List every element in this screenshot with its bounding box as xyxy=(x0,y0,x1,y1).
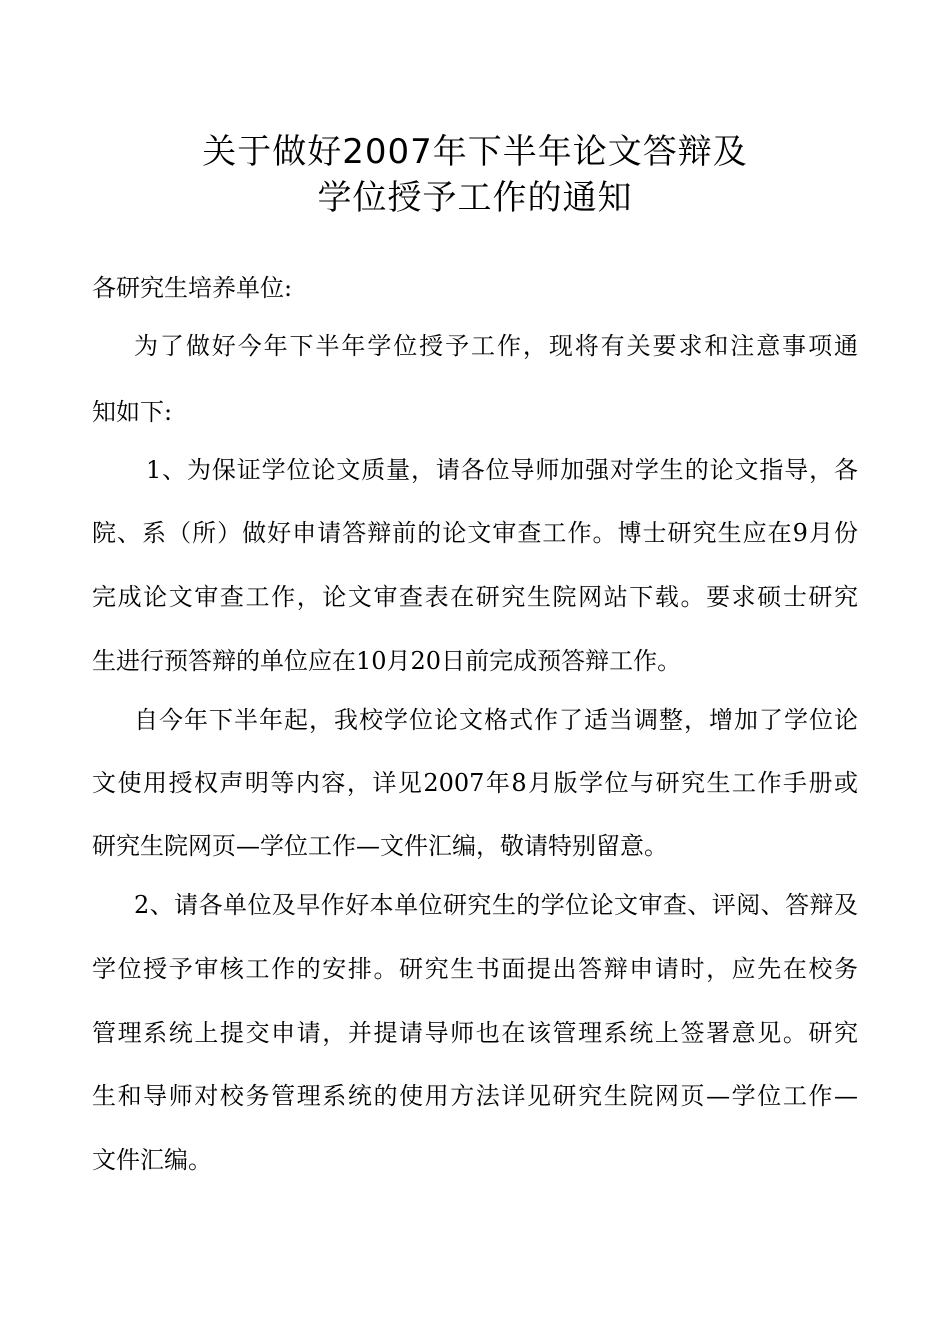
note-line-2: 文使用授权声明等内容，详见2007年8月版学位与研究生工作手册或 xyxy=(92,769,858,797)
note-line-1: 自今年下半年起，我校学位论文格式作了适当调整，增加了学位论 xyxy=(134,706,858,734)
item2-line-1: 2、请各单位及早作好本单位研究生的学位论文审查、评阅、答辩及 xyxy=(134,891,858,919)
item2-line-4: 生和导师对校务管理系统的使用方法详见研究生院网页—学位工作— xyxy=(92,1082,858,1110)
item2-line-2: 学位授予审核工作的安排。研究生书面提出答辩申请时，应先在校务 xyxy=(92,955,858,983)
salutation: 各研究生培养单位: xyxy=(92,274,293,302)
note-line-3: 研究生院网页—学位工作—文件汇编，敬请特别留意。 xyxy=(92,832,668,860)
item2-line-3: 管理系统上提交申请，并提请导师也在该管理系统上签署意见。研究 xyxy=(92,1019,858,1047)
item1-line-1: 1、为保证学位论文质量，请各位导师加强对学生的论文指导，各 xyxy=(146,456,858,484)
intro-line-2: 知如下: xyxy=(92,398,173,426)
document-title-line1: 关于做好2007年下半年论文答辩及 xyxy=(202,132,748,172)
item1-line-3: 完成论文审查工作，论文审查表在研究生院网站下载。要求硕士研究 xyxy=(92,583,858,611)
document-title-line2: 学位授予工作的通知 xyxy=(317,178,633,218)
item1-line-2: 院、系（所）做好申请答辩前的论文审查工作。博士研究生应在9月份 xyxy=(92,519,858,547)
item1-line-4: 生进行预答辩的单位应在10月20日前完成预答辩工作。 xyxy=(92,647,682,675)
item2-line-5: 文件汇编。 xyxy=(92,1146,212,1174)
intro-line-1: 为了做好今年下半年学位授予工作，现将有关要求和注意事项通 xyxy=(134,332,858,360)
